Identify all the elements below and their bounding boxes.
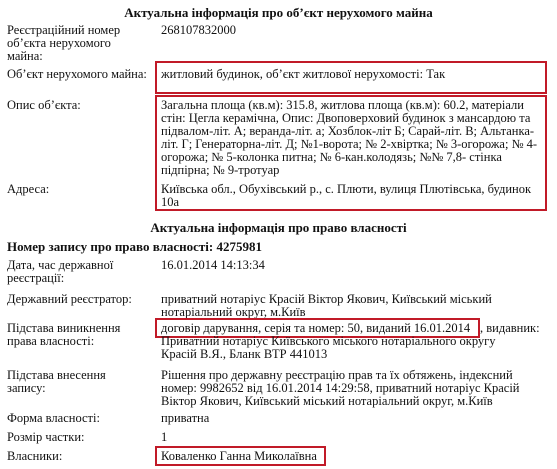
property-description-value: Загальна площа (кв.м): 315.8, житлова площа (кв.м): 60.2, матеріали стін: Цегла керамічна, Опис: Двоповерховий будинок з мансардою та підвалом-літ. А; веранда-літ. а; Хозблок-літ Б; Сарай-літ. В; Альтанка-літ. Г; Генераторна-літ. Д; №1-ворота; № 2-хвіртка; № 3-огорожа; № 4-огорожа; № 5-колонка питна; № 6-кан.колодязь; №№ 7,8- стінка підпірна; № 9-тротуар	[161, 98, 538, 177]
property-section-title: Актуальна інформація про об’єкт нерухомого майна	[124, 5, 433, 20]
registration-number-value: 268107832000	[161, 23, 236, 37]
registration-number-label: Реєстраційний номер об’єкта нерухомого майна:	[7, 23, 121, 63]
ownership-basis-issuer-value: Приватний нотаріус Київського міського нотаріального округу Красій В.Я., Бланк ВТР 441013	[161, 334, 496, 361]
entry-basis-label: Підстава внесення запису:	[7, 368, 106, 395]
owners-label: Власники:	[7, 449, 63, 463]
registrar-label: Державний реєстратор:	[7, 292, 132, 306]
owners-value: Коваленко Ганна Миколаївна	[161, 449, 317, 463]
registration-datetime-label: Дата, час державної реєстрації:	[7, 258, 114, 285]
ownership-basis-value: договір дарування, серія та номер: 50, виданий 16.01.2014	[161, 321, 471, 335]
entry-basis-value: Рішення про державну реєстрацію прав та їх обтяжень, індексний номер: 9982652 від 16.01.2014 14:29:58, приватний нотаріус Красій Віктор Якович, Київський міський нотаріальний округ, м.Київ	[161, 368, 520, 408]
property-object-label: Об’єкт нерухомого майна:	[7, 67, 147, 81]
property-object-value: житловий будинок, об’єкт житлової нерухомості: Так	[161, 67, 446, 81]
ownership-record-heading: Номер запису про право власності: 4275981	[7, 239, 262, 254]
registration-datetime-value: 16.01.2014 14:13:34	[161, 258, 265, 272]
ownership-form-label: Форма власності:	[7, 411, 100, 425]
registrar-value: приватний нотаріус Красій Віктор Якович, Київський міський нотаріальний округ, м.Київ	[161, 292, 492, 319]
ownership-basis-issuer-label: , видавник:	[480, 321, 540, 335]
share-size-value: 1	[161, 430, 168, 444]
ownership-form-value: приватна	[161, 411, 210, 425]
ownership-section-title: Актуальна інформація про право власності	[150, 220, 407, 235]
ownership-basis-label: Підстава виникнення права власності:	[7, 321, 121, 348]
address-value: Київська обл., Обухівський р., с. Плюти, вулиця Плютівська, будинок 10а	[161, 182, 532, 209]
share-size-label: Розмір частки:	[7, 430, 85, 444]
address-label: Адреса:	[7, 182, 50, 196]
property-description-label: Опис об’єкта:	[7, 98, 81, 112]
